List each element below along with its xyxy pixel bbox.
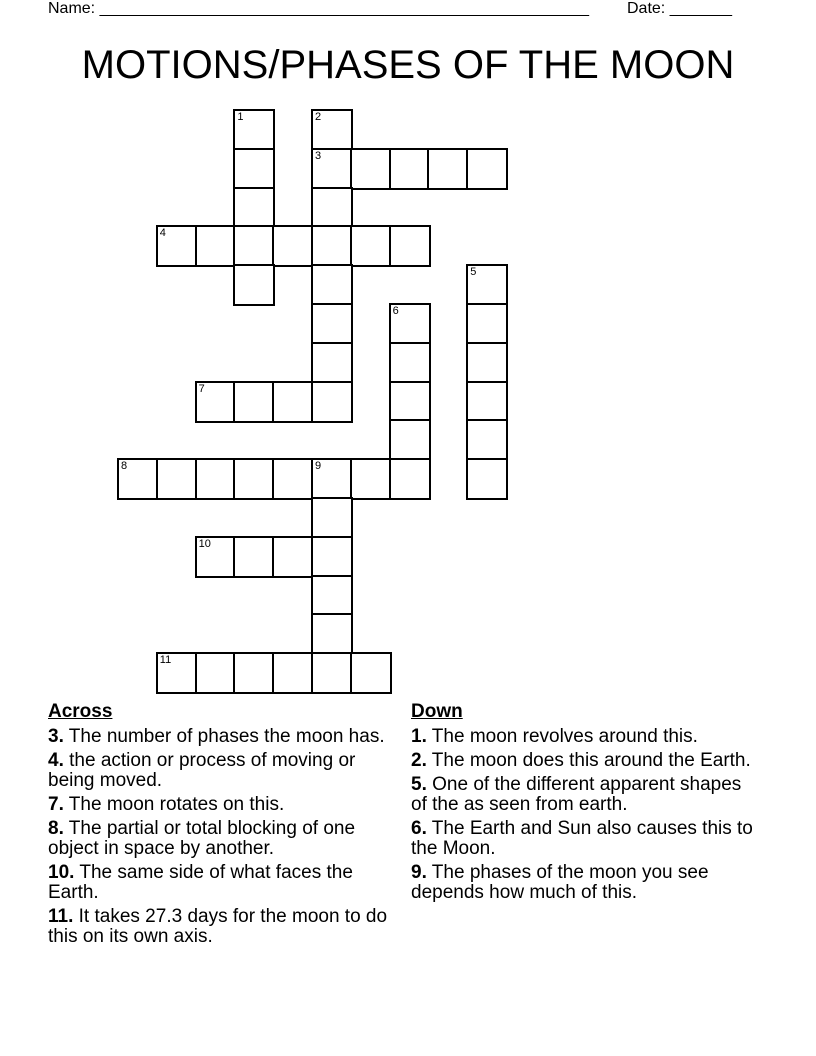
crossword-cell[interactable]	[233, 148, 275, 190]
crossword-cell[interactable]	[233, 187, 275, 229]
crossword-cell[interactable]	[233, 381, 275, 423]
clue-text: The Earth and Sun also causes this to the Moon.	[411, 818, 753, 859]
clue-number: 11.	[48, 906, 74, 927]
crossword-cell[interactable]	[466, 148, 508, 190]
crossword-cell[interactable]	[311, 536, 353, 578]
down-clue	[411, 863, 756, 903]
clue-text: The same side of what faces the Earth.	[48, 862, 353, 903]
date-field: Date: _______	[627, 0, 732, 17]
cell-number: 2	[315, 111, 322, 123]
crossword-cell[interactable]	[195, 652, 237, 694]
crossword-cell[interactable]	[311, 613, 353, 655]
cell-number: 10	[198, 537, 211, 550]
crossword-cell[interactable]	[195, 381, 237, 423]
crossword-cell[interactable]	[272, 381, 314, 423]
clue-text: The phases of the moon you see depends how much of this.	[411, 862, 709, 903]
crossword-cell[interactable]	[233, 264, 275, 306]
crossword-cell[interactable]	[311, 458, 353, 500]
crossword-cell[interactable]	[156, 652, 198, 694]
crossword-cell[interactable]	[195, 225, 237, 267]
down-heading: Down	[411, 701, 463, 722]
clue-text: It takes 27.3 days for the moon to do this on its own axis.	[48, 906, 388, 947]
clue-number: 4.	[48, 750, 64, 771]
clue-text: One of the different apparent shapes of the as seen from earth.	[411, 774, 742, 815]
clue-number: 8.	[48, 818, 64, 839]
crossword-cell[interactable]	[389, 419, 431, 461]
crossword-cell[interactable]	[156, 458, 198, 500]
crossword-cell[interactable]	[466, 264, 508, 306]
crossword-cell[interactable]	[311, 109, 353, 151]
crossword-cell[interactable]	[350, 458, 392, 500]
crossword-cell[interactable]	[272, 225, 314, 267]
across-heading: Across	[48, 701, 113, 722]
crossword-cell[interactable]	[311, 303, 353, 345]
crossword-cell[interactable]	[272, 652, 314, 694]
clue-text: The moon rotates on this.	[63, 794, 285, 815]
across-clue	[48, 751, 393, 791]
across-clue	[48, 727, 393, 747]
cell-number: 8	[121, 460, 128, 473]
crossword-cell[interactable]	[311, 148, 353, 190]
clue-number: 10.	[48, 862, 75, 883]
down-clue	[411, 775, 756, 815]
cell-number: 3	[315, 149, 322, 162]
crossword-cell[interactable]	[466, 419, 508, 461]
cell-number: 9	[315, 460, 322, 473]
crossword-cell[interactable]	[389, 458, 431, 500]
crossword-cell[interactable]	[389, 225, 431, 267]
crossword-cell[interactable]	[272, 458, 314, 500]
cell-number: 1	[237, 111, 244, 123]
down-clue	[411, 819, 756, 859]
down-clue	[411, 751, 756, 771]
crossword-cell[interactable]	[350, 652, 392, 694]
crossword-cell[interactable]	[311, 225, 353, 267]
clue-text: The moon does this around the Earth.	[426, 750, 751, 771]
crossword-cell[interactable]	[233, 652, 275, 694]
crossword-cell[interactable]	[466, 381, 508, 423]
crossword-cell[interactable]	[195, 536, 237, 578]
crossword-cell[interactable]	[389, 303, 431, 345]
cell-number: 5	[470, 266, 477, 279]
crossword-cell[interactable]	[233, 225, 275, 267]
clue-number: 6.	[411, 818, 427, 839]
crossword-cell[interactable]	[195, 458, 237, 500]
crossword-cell[interactable]	[311, 652, 353, 694]
across-clue	[48, 907, 393, 947]
page-title: MOTIONS/PHASES OF THE MOON	[81, 43, 735, 87]
crossword-cell[interactable]	[311, 497, 353, 539]
down-clue	[411, 727, 756, 747]
crossword-cell[interactable]	[311, 264, 353, 306]
cell-number: 11	[159, 654, 172, 667]
crossword-cell[interactable]	[311, 575, 353, 617]
crossword-cell[interactable]	[311, 381, 353, 423]
crossword-cell[interactable]	[233, 109, 275, 151]
crossword-cell[interactable]	[272, 536, 314, 578]
clue-number: 7.	[48, 794, 64, 815]
crossword-cell[interactable]	[427, 148, 469, 190]
crossword-cell[interactable]	[117, 458, 159, 500]
clue-number: 9.	[411, 862, 427, 883]
across-clues	[48, 702, 393, 951]
clue-number: 1.	[411, 726, 427, 747]
clue-number: 3.	[48, 726, 64, 747]
crossword-cell[interactable]	[389, 381, 431, 423]
crossword-cell[interactable]	[389, 342, 431, 384]
clue-text: The number of phases the moon has.	[63, 726, 385, 747]
across-clue	[48, 795, 393, 815]
crossword-cell[interactable]	[156, 225, 198, 267]
crossword-cell[interactable]	[350, 148, 392, 190]
across-clue	[48, 819, 393, 859]
clue-text: the action or process of moving or being moved.	[48, 750, 356, 791]
crossword-cell[interactable]	[233, 458, 275, 500]
cell-number: 6	[392, 305, 399, 317]
clue-text: The moon revolves around this.	[426, 726, 698, 747]
crossword-cell[interactable]	[466, 303, 508, 345]
crossword-cell[interactable]	[466, 458, 508, 500]
cell-number: 7	[198, 382, 205, 395]
crossword-cell[interactable]	[311, 187, 353, 229]
across-clue	[48, 863, 393, 903]
crossword-cell[interactable]	[311, 342, 353, 384]
crossword-cell[interactable]	[466, 342, 508, 384]
down-clues	[411, 702, 756, 907]
clue-number: 5.	[411, 774, 427, 795]
cell-number: 4	[159, 227, 166, 240]
crossword-cell[interactable]	[350, 225, 392, 267]
name-field: Name: _______________________________________________________	[48, 0, 589, 17]
clue-text: The partial or total blocking of one object in space by another.	[48, 818, 356, 859]
crossword-cell[interactable]	[389, 148, 431, 190]
crossword-cell[interactable]	[233, 536, 275, 578]
clue-number: 2.	[411, 750, 427, 771]
